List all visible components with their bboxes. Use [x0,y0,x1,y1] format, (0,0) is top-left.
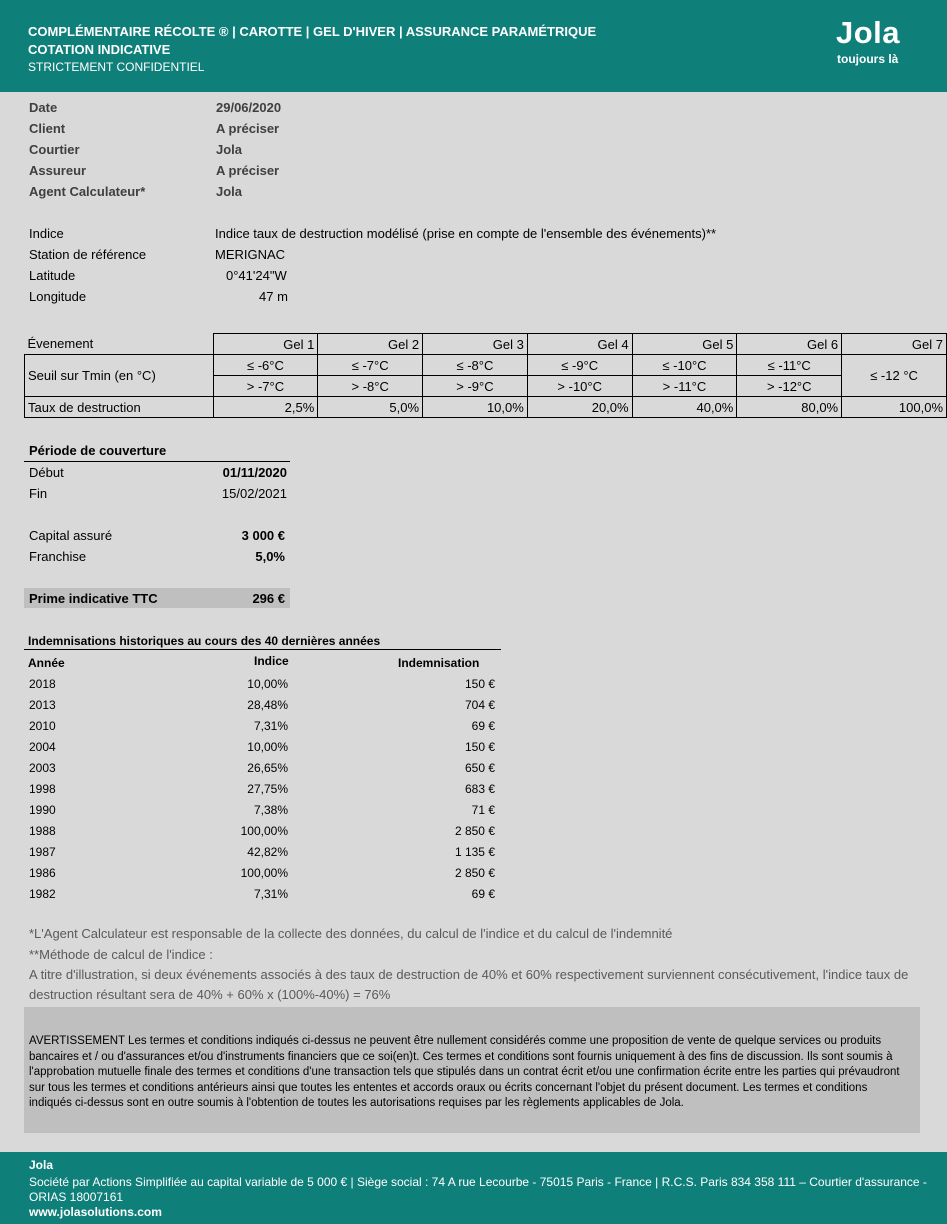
history-year: 1990 [29,803,56,817]
history-index: 42,82% [247,845,288,859]
threshold-row-label: Seuil sur Tmin (en °C) [25,355,214,397]
history-indemnity: 704 € [464,698,495,712]
prime-label: Prime indicative TTC [29,591,158,606]
history-index: 7,31% [253,719,288,733]
confidentiality-label: STRICTEMENT CONFIDENTIEL [28,60,205,74]
meta-label-client: Client [29,121,66,136]
threshold-lower: > -8°C [318,376,423,397]
rates-row [25,397,947,418]
method-line-1: A titre d'illustration, si deux événements associés à des taux de destruction de 40% et 60% respectivement surviennent consécutivement, l'indice taux de [29,967,909,982]
coverage-start-label: Début [29,465,64,480]
events-row-label: Évenement [25,334,214,355]
meta-label-assureur: Assureur [29,163,87,178]
info-value-station: MERIGNAC [215,247,286,262]
info-label-station: Station de référence [29,247,147,262]
event-name: Gel 1 [213,334,318,355]
history-index: 7,31% [253,887,288,901]
history-year: 1987 [29,845,56,859]
events-table [24,333,947,418]
history-year: 2010 [29,719,56,733]
history-indemnity: 69 € [471,887,495,901]
history-year: 1998 [29,782,56,796]
destruction-rate: 80,0% [737,397,842,418]
document-title: COMPLÉMENTAIRE RÉCOLTE ® | CAROTTE | GEL D'HIVER | ASSURANCE PARAMÉTRIQUE [28,24,597,39]
footer-company: Jola [29,1158,54,1172]
coverage-start-value: 01/11/2020 [222,465,287,480]
disclaimer-text: AVERTISSEMENT Les termes et conditions indiqués ci-dessus ne peuvent être nullement considérés comme une proposition de vente de quelque services ou produits bancaires et / ou d'assurances et/ou d'instruments financiers que ce soi(en)t. Ces termes et conditions sont fournis uniquement à des fins de discussion. Ils sont soumis à l'approbation mutuelle finale des termes et conditions d'une transaction tels que stipulés dans un contrat écrit et/ou une confirmation écrite entre les parties qui prévaudront sur tous les termes et conditions antérieurs ainsi que toutes les ententes et accords oraux ou écrits concernant l'objet du présent document. Les termes et conditions indiqués ci-dessus sont en outre soumis à l'obtention de toutes les autorisations requises par les règlements applicables de Jola. [29,1035,900,1109]
jola-logo: Jola [836,15,901,50]
agent-note: *L'Agent Calculateur est responsable de la collecte des données, du calcul de l'indice et du calcul de l'indemnité [29,926,673,941]
threshold-lower: > -9°C [423,376,528,397]
event-name: Gel 4 [527,334,632,355]
history-header-index: Indice [254,654,289,668]
history-indemnity: 69 € [471,719,495,733]
history-year: 1986 [29,866,56,880]
coverage-end-label: Fin [29,486,48,501]
header-banner [0,0,947,92]
franchise-label: Franchise [29,549,87,564]
event-name: Gel 6 [737,334,842,355]
method-line-2: destruction résultant sera de 40% + 60% x (100%-40%) = 76% [29,987,391,1002]
threshold-upper-row [25,355,947,376]
footer [0,1152,947,1224]
meta-value-agent: Jola [216,184,243,199]
threshold-lower: > -10°C [527,376,632,397]
threshold-upper: ≤ -6°C [213,355,318,376]
destruction-rate: 20,0% [527,397,632,418]
meta-value-courtier: Jola [216,142,243,157]
logo-tagline: toujours là [837,52,899,66]
history-header-indemnity: Indemnisation [398,656,480,670]
history-index: 26,65% [247,761,288,775]
franchise-value: 5,0% [255,549,285,564]
threshold-lower: > -11°C [632,376,737,397]
threshold-upper: ≤ -9°C [527,355,632,376]
history-index: 10,00% [247,740,288,754]
history-divider [24,649,501,650]
threshold-upper: ≤ -7°C [318,355,423,376]
destruction-rate: 5,0% [318,397,423,418]
history-indemnity: 650 € [464,761,495,775]
capital-label: Capital assuré [29,528,113,543]
threshold-gel7: ≤ -12 °C [842,355,947,397]
threshold-upper: ≤ -10°C [632,355,737,376]
history-year: 2013 [29,698,56,712]
history-year: 2018 [29,677,56,691]
history-title: Indemnisations historiques au cours des 40 dernières années [28,634,381,648]
history-header-year: Année [28,656,65,670]
method-title: **Méthode de calcul de l'indice : [29,947,213,962]
history-year: 2004 [29,740,56,754]
coverage-divider [24,461,290,462]
meta-value-assureur: A préciser [216,163,280,178]
document-subtitle: COTATION INDICATIVE [28,42,171,57]
meta-label-agent: Agent Calculateur* [29,184,146,199]
history-indemnity: 683 € [464,782,495,796]
history-index: 100,00% [240,866,288,880]
prime-value: 296 € [252,591,285,606]
event-name: Gel 5 [632,334,737,355]
history-index: 28,48% [247,698,288,712]
threshold-lower: > -12°C [737,376,842,397]
footer-legal: Société par Actions Simplifiée au capital variable de 5 000 € | Siège social : 74 A rue Lecourbe - 75015 Paris - France | R.C.S. Paris 834 358 111 – Courtier d'assurance - ORIAS 18007161 [29,1175,927,1204]
event-name: Gel 3 [423,334,528,355]
meta-value-date: 29/06/2020 [216,100,282,115]
capital-value: 3 000 € [241,528,285,543]
info-label-latitude: Latitude [29,268,76,283]
history-indemnity: 2 850 € [454,824,495,838]
history-indemnity: 71 € [471,803,495,817]
destruction-rate: 100,0% [842,397,947,418]
destruction-rate: 10,0% [423,397,528,418]
meta-label-courtier: Courtier [29,142,80,157]
history-index: 27,75% [247,782,288,796]
event-name: Gel 7 [842,334,947,355]
history-year: 2003 [29,761,56,775]
threshold-lower: > -7°C [213,376,318,397]
history-indemnity: 2 850 € [454,866,495,880]
info-label-indice: Indice [29,226,64,241]
coverage-end-value: 15/02/2021 [221,486,287,501]
info-label-longitude: Longitude [29,289,87,304]
meta-value-client: A préciser [216,121,280,136]
destruction-rate: 2,5% [213,397,318,418]
history-index: 10,00% [247,677,288,691]
history-index: 100,00% [240,824,288,838]
history-index: 7,38% [253,803,288,817]
events-header-row [25,334,947,355]
coverage-title: Période de couverture [29,443,167,458]
history-indemnity: 150 € [464,740,495,754]
history-indemnity: 150 € [464,677,495,691]
destruction-rate: 40,0% [632,397,737,418]
meta-label-date: Date [29,100,58,115]
history-indemnity: 1 135 € [454,845,495,859]
footer-website-link[interactable]: www.jolasolutions.com [29,1205,162,1219]
history-year: 1988 [29,824,56,838]
event-name: Gel 2 [318,334,423,355]
threshold-upper: ≤ -8°C [423,355,528,376]
rates-row-label: Taux de destruction [25,397,214,418]
info-value-longitude: 47 m [259,289,288,304]
info-value-indice: Indice taux de destruction modélisé (prise en compte de l'ensemble des événements)** [215,226,717,241]
history-year: 1982 [29,887,56,901]
info-value-latitude: 0°41'24"W [226,268,287,283]
threshold-upper: ≤ -11°C [737,355,842,376]
